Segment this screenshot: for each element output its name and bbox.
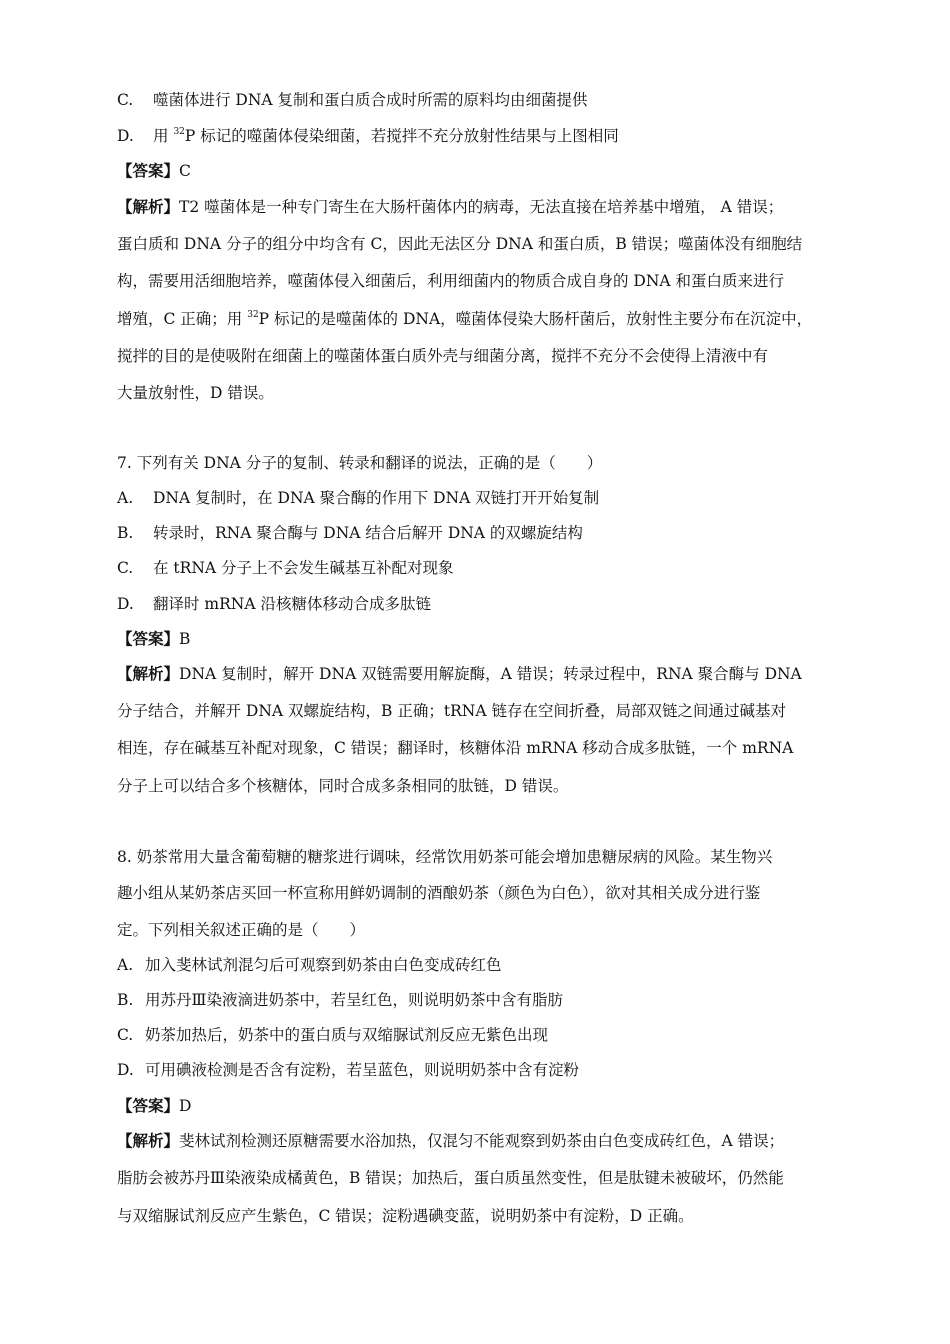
q8-stem-line-2: 趣小组从某奶茶店买回一杯宣称用鲜奶调制的酒酿奶茶（颜色为白色），欲对其相关成分进行鉴 [117, 884, 761, 902]
q8-option-c [117, 1024, 548, 1046]
answer-label: 【答案】 [117, 161, 180, 180]
q6-analysis-line-1 [117, 196, 783, 218]
option-text: 噬菌体进行 DNA 复制和蛋白质合成时所需的原料均由细菌提供 [153, 91, 588, 109]
q6-analysis-line-6: 大量放射性，D 错误。 [117, 384, 274, 402]
q8-answer [117, 1095, 191, 1117]
analysis-text: 斐林试剂检测还原糖需要水浴加热，仅混匀不能观察到奶茶由白色变成砖红色，A 错误； [179, 1132, 785, 1150]
analysis-text-pre: 增殖，C 正确；用 [117, 310, 248, 328]
option-letter: B. [117, 524, 134, 542]
q6-analysis-line-5: 搅拌的目的是使吸附在细菌上的噬菌体蛋白质外壳与细菌分离，搅拌不充分不会使得上清液中有 [117, 347, 769, 365]
option-letter: D. [117, 127, 134, 145]
option-text: 转录时，RNA 聚合酶与 DNA 结合后解开 DNA 的双螺旋结构 [153, 524, 583, 542]
option-text: 用苏丹Ⅲ染液滴进奶茶中，若呈红色，则说明奶茶中含有脂肪 [145, 991, 563, 1009]
q6-analysis-line-4 [117, 308, 812, 330]
q8-analysis-line-3: 与双缩脲试剂反应产生紫色，C 错误；淀粉遇碘变蓝，说明奶茶中有淀粉，D 正确。 [117, 1207, 694, 1225]
option-text: 在 tRNA 分子上不会发生碱基互补配对现象 [153, 559, 454, 577]
option-text-pre: 用 [153, 127, 174, 145]
q8-stem-line-1: 8. 奶茶常用大量含葡萄糖的糖浆进行调味，经常饮用奶茶可能会增加患糖尿病的风险。某生物兴 [117, 848, 773, 866]
superscript-mass-number: 32 [247, 310, 259, 320]
superscript-mass-number: 32 [173, 127, 185, 137]
analysis-text: T2 噬菌体是一种专门寄生在大肠杆菌体内的病毒，无法直接在培养基中增殖， A 错误； [179, 198, 784, 216]
q7-analysis-line-4: 分子上可以结合多个核糖体，同时合成多条相同的肽链，D 错误。 [117, 777, 569, 795]
q7-analysis-line-3: 相连，存在碱基互补配对现象，C 错误；翻译时，核糖体沿 mRNA 移动合成多肽链，一个 mRNA [117, 739, 794, 757]
q6-analysis-line-3: 构，需要用活细胞培养，噬菌体侵入细菌后，利用细菌内的物质合成自身的 DNA 和蛋白质来进行 [117, 272, 785, 290]
option-letter: A. [117, 489, 134, 507]
option-text: 奶茶加热后，奶茶中的蛋白质与双缩脲试剂反应无紫色出现 [145, 1026, 549, 1044]
answer-value: C [179, 162, 191, 180]
option-letter: B. [117, 991, 134, 1009]
option-text: 加入斐林试剂混匀后可观察到奶茶由白色变成砖红色 [145, 956, 502, 974]
option-text: 可用碘液检测是否含有淀粉，若呈蓝色，则说明奶茶中含有淀粉 [145, 1061, 580, 1079]
answer-label: 【答案】 [117, 629, 180, 648]
q6-option-d [117, 125, 619, 147]
option-letter: D. [117, 595, 134, 613]
analysis-text-post: P 标记的是噬菌体的 DNA，噬菌体侵染大肠杆菌后，放射性主要分布在沉淀中， [258, 310, 813, 328]
q7-option-d [117, 593, 431, 615]
option-letter: D. [117, 1061, 134, 1079]
q8-analysis-line-1 [117, 1130, 784, 1152]
analysis-label: 【解析】 [117, 664, 180, 683]
q8-stem-line-3: 定。下列相关叙述正确的是（ ） [117, 921, 366, 939]
q7-option-b [117, 522, 583, 544]
q7-stem: 7. 下列有关 DNA 分子的复制、转录和翻译的说法，正确的是（ ） [117, 454, 603, 472]
q8-option-d [117, 1059, 579, 1081]
option-text: DNA 复制时，在 DNA 聚合酶的作用下 DNA 双链打开开始复制 [153, 489, 600, 507]
q7-analysis-line-1 [117, 663, 802, 685]
q8-option-b [117, 989, 563, 1011]
q7-option-a [117, 487, 599, 509]
q6-option-c [117, 89, 588, 111]
q6-answer [117, 160, 191, 182]
answer-label: 【答案】 [117, 1096, 180, 1115]
option-letter: C. [117, 1026, 134, 1044]
analysis-label: 【解析】 [117, 1131, 180, 1150]
q8-option-a [117, 954, 502, 976]
analysis-text: DNA 复制时，解开 DNA 双链需要用解旋酶，A 错误；转录过程中，RNA 聚合酶与 DNA [179, 665, 802, 683]
option-letter: C. [117, 559, 134, 577]
answer-value: D [179, 1097, 192, 1115]
q6-analysis-line-2: 蛋白质和 DNA 分子的组分中均含有 C，因此无法区分 DNA 和蛋白质，B 错误；噬菌体没有细胞结 [117, 235, 803, 253]
q7-answer [117, 628, 190, 650]
option-letter: C. [117, 91, 134, 109]
answer-value: B [179, 630, 191, 648]
analysis-label: 【解析】 [117, 197, 180, 216]
q7-option-c [117, 557, 454, 579]
option-text: 翻译时 mRNA 沿核糖体移动合成多肽链 [153, 595, 431, 613]
q7-analysis-line-2: 分子结合，并解开 DNA 双螺旋结构，B 正确；tRNA 链存在空间折叠，局部双链之间通过碱基对 [117, 702, 786, 720]
option-letter: A. [117, 956, 134, 974]
q8-analysis-line-2: 脂肪会被苏丹Ⅲ染液染成橘黄色，B 错误；加热后，蛋白质虽然变性，但是肽键未被破坏，仍然能 [117, 1169, 784, 1187]
option-text-post: P 标记的噬菌体侵染细菌，若搅拌不充分放射性结果与上图相同 [184, 127, 619, 145]
